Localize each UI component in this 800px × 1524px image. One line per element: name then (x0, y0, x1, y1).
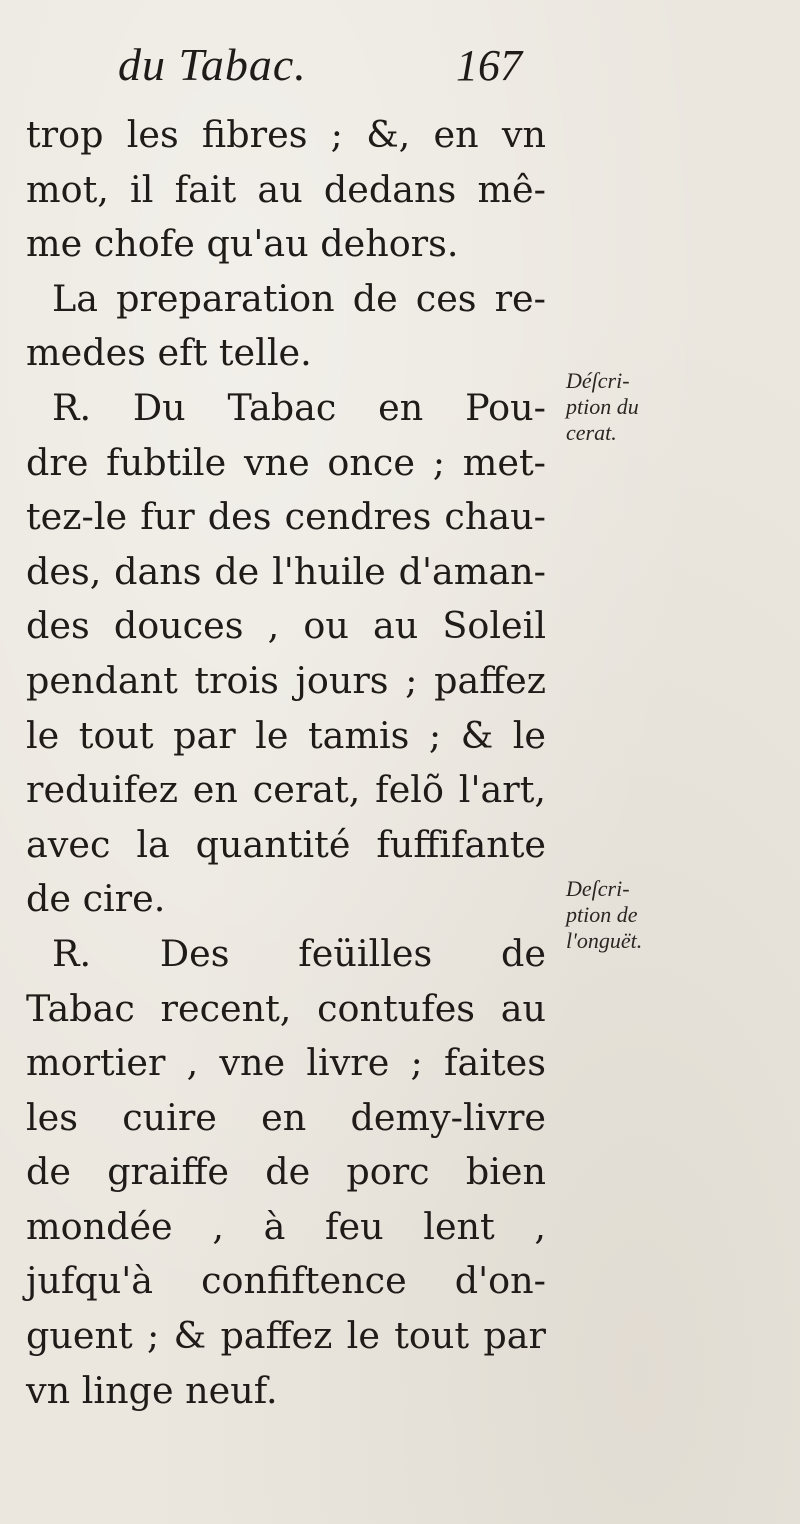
text-line: medes eft telle. (26, 331, 312, 375)
text-line: de cire. (26, 877, 166, 921)
text-line: vn linge neuf. (26, 1368, 278, 1412)
margin-note-line: Déſcri- (566, 368, 630, 393)
margin-note-line: l'onguët. (566, 928, 643, 953)
margin-note-line: Deſcri- (566, 876, 630, 901)
text-line: me chofe qu'au dehors. (26, 222, 459, 266)
running-title: du Tabac. (118, 39, 307, 90)
text-line: guent ; & paffez le tout par (26, 1314, 546, 1358)
text-line: des douces , ou au Soleil (26, 604, 546, 648)
text-line: le tout par le tamis ; & le (26, 713, 546, 757)
margin-note-onguent (566, 876, 716, 954)
text-line: mot, il fait au dedans mê- (26, 167, 546, 211)
text-line: les cuire en demy-livre (26, 1095, 546, 1139)
margin-note-line: ption du (566, 394, 639, 419)
margin-note-cerat (566, 368, 716, 446)
body-text (26, 108, 546, 1418)
running-head (118, 38, 548, 98)
text-line: R. Du Tabac en Pou- (52, 385, 546, 429)
text-line: reduifez en cerat, felõ l'art, (26, 768, 546, 812)
text-line: Tabac recent, contufes au (26, 986, 546, 1030)
text-line: tez-le fur des cendres chau- (26, 495, 546, 539)
margin-note-line: ption de (566, 902, 638, 927)
page-number: 167 (456, 41, 522, 90)
text-line: pendant trois jours ; paffez (26, 658, 546, 702)
text-line: des, dans de l'huile d'aman- (26, 549, 546, 593)
text-line: R. Des feüilles de (52, 931, 546, 975)
text-line: jufqu'à confiftence d'on- (26, 1259, 546, 1303)
text-line: avec la quantité fuffifante (26, 822, 546, 866)
margin-note-line: cerat. (566, 420, 617, 445)
text-line: mortier , vne livre ; faites (26, 1041, 546, 1085)
text-line: mondée , à feu lent , (26, 1204, 546, 1248)
text-line: de graiffe de porc bien (26, 1150, 546, 1194)
text-line: La preparation de ces re- (52, 276, 546, 320)
text-line: dre fubtile vne once ; met- (26, 440, 546, 484)
text-line: trop les fibres ; &, en vn (26, 113, 546, 156)
